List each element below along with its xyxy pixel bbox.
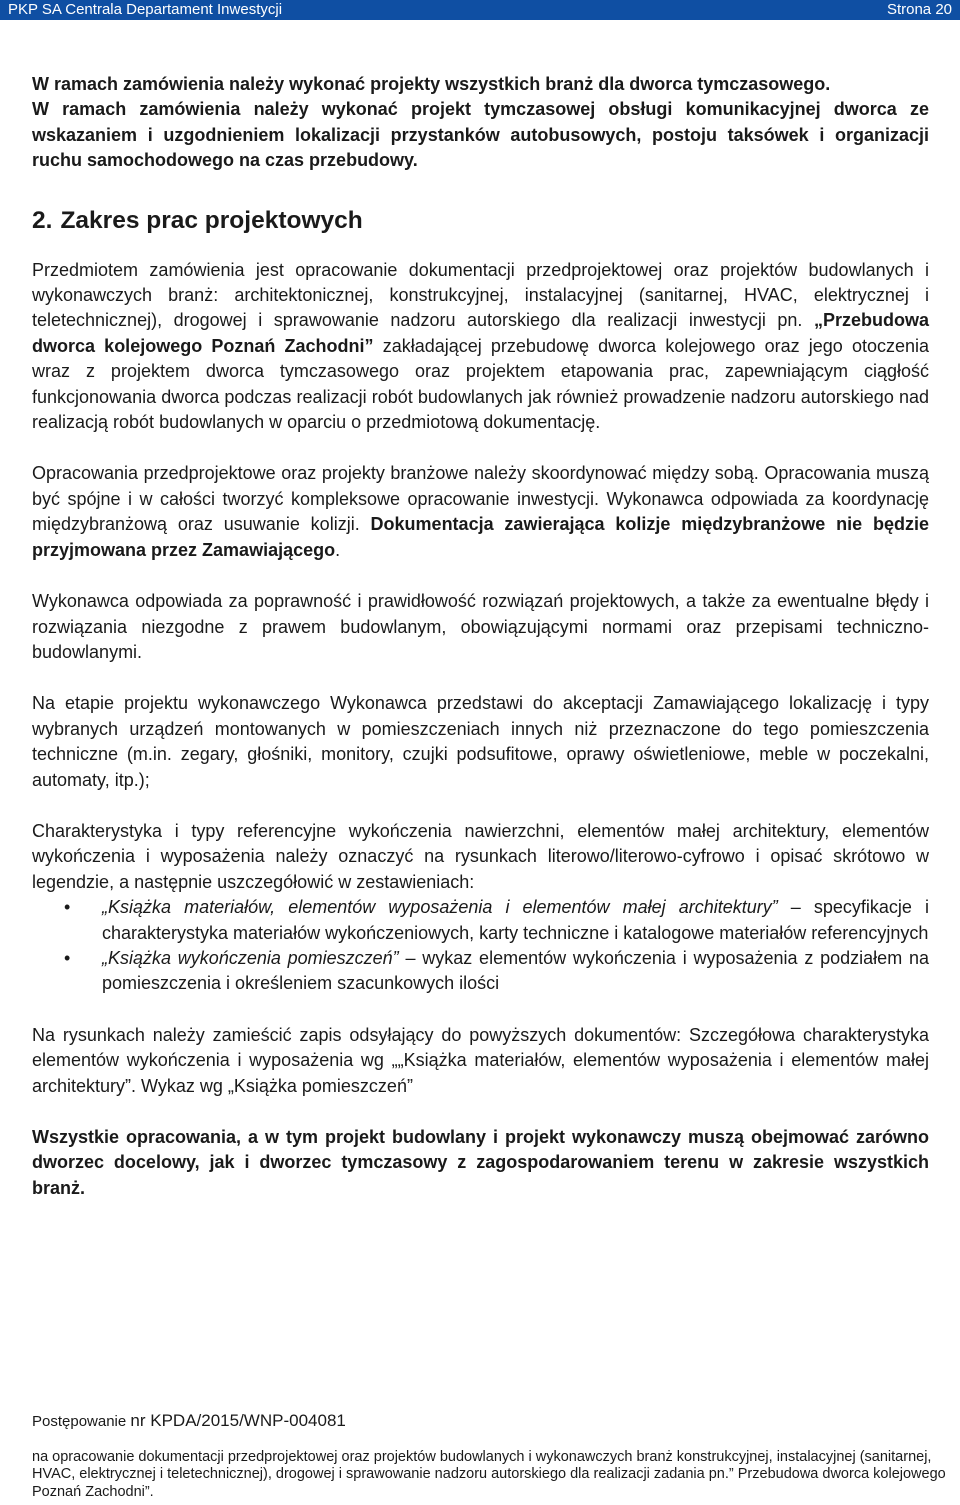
procedure-line [32,1412,952,1431]
paragraph-scope-text: Przedmiotem zamówienia jest opracowanie dokumentacji przedprojektowej oraz projektów budowlanych i wykonawczych branż: architektonicznej, konstrukcyjnej, instalacyjnej (sanitarnej, HVAC, elektrycznej i teletechnicznej), drogowej i sprawowanie nadzoru autorskiego dla realizacji inwestycji pn. [32,259,929,331]
bullet-list [32,895,929,997]
project-name: „Przebudowa dworca kolejowego Poznań Zachodni” [32,310,929,356]
footer-description: na opracowanie dokumentacji przedprojektowej oraz projektów budowlanych i wykonawczych branż konstrukcyjnej, instalacyjnej (sanitarnej, HVAC, elektrycznej i teletechnicznej), drogowej i sprawowanie nadzoru autorskiego dla realizacji zadania pn.” Przebudowa dworca kolejowego Poznań Zachodni”. [32,1448,946,1500]
header-organization: PKP SA Centrala Departament Inwestycji [8,1,283,18]
intro-block [32,72,929,174]
paragraph-scope-text-2: zakładającej przebudowę dworca kolejowego oraz jego otoczenia wraz z projektem dworca tymczasowego oraz projektem etapowania prac, zapewniającym ciągłość funkcjonowania dworca podczas realizacji robót budowlanych jak również prowadzenie nadzoru autorskiego nad realizacją robót budowlanych w oparciu o przedmiotową dokumentację. [32,335,929,433]
header-page-number: Strona 20 [886,1,952,18]
paragraph-summary: Wszystkie opracowania, a w tym projekt budowlany i projekt wykonawczy muszą obejmować zarówno dworzec docelowy, jak i dworzec tymczasowy z zagospodarowaniem terenu w zakresie wszystkich branż. [32,1127,929,1198]
paragraph-coordination-text: Opracowania przedprojektowe oraz projekty branżowe należy skoordynować między sobą. Opracowania muszą być spójne i w całości tworzyć kompleksowe opracowanie inwestycji. Wykonawca odpowiada za koordynację międzybranżową oraz usuwanie kolizji. [32,463,929,535]
paragraph-finishing: Charakterystyka i typy referencyjne wykończenia nawierzchni, elementów małej architektury, elementów wykończenia i wyposażenia należy oznaczyć na rysunkach literowo/literowo-cyfrowo i opisać skrótowo w legendzie, a następnie uszczegółowić w zestawieniach: [32,820,929,892]
paragraph-references: Na rysunkach należy zamieścić zapis odsyłający do powyższych dokumentów: Szczegółowa charakterystyka elementów wykończenia i wyposażenia wg „„Książka materiałów, elementów wyposażenia i elementów małej architektury”. Wykaz wg „Książka pomieszczeń” [32,1024,929,1096]
list-item [32,946,929,997]
paragraph-responsibility: Wykonawca odpowiada za poprawność i prawidłowość rozwiązań projektowych, a także za ewentualne błędy i rozwiązania niezgodne z prawem budowlanym, obowiązującymi normami oraz przepisami techniczno-budowlanymi. [32,591,929,662]
intro-paragraph-2: W ramach zamówienia należy wykonać projekt tymczasowej obsługi komunikacyjnej dworca ze wskazaniem i uzgodnieniem lokalizacji przystanków autobusowych, postoju taksówek i organizacji ruchu samochodowego na czas przebudowy. [32,99,929,171]
list-item-title: „Książka materiałów, elementów wyposażenia i elementów małej architektury” [102,897,778,918]
document-body [32,72,929,1201]
section-title: Zakres prac projektowych [60,206,363,234]
list-item [32,895,929,946]
paragraph-coordination-end: . [335,539,341,560]
section-number: 2. [32,206,53,234]
paragraph-scope [32,258,929,436]
list-item-title: „Książka wykończenia pomieszczeń” [102,947,399,968]
page-header [0,0,960,20]
intro-paragraph-1: W ramach zamówienia należy wykonać projekty wszystkich branż dla dworca tymczasowego. [32,74,831,94]
paragraph-devices: Na etapie projektu wykonawczego Wykonawca przedstawi do akceptacji Zamawiającego lokalizację i typy wybranych urządzeń montowanych w pomieszczeniach innych niż przeznaczone do tego pomieszczenia techniczne (m.in. zegary, głośniki, monitory, czujki podsufitowe, oprawy oświetleniowe, meble w poczekalni, automaty, itp.); [32,693,929,790]
procedure-number: nr KPDA/2015/WNP-004081 [130,1411,346,1430]
paragraph-coordination [32,461,929,563]
list-item-text: – specyfikacje i charakterystyka materiałów wykończeniowych, karty techniczne i katalogowe materiałów referencyjnych [102,897,929,943]
list-item-text: – wykaz elementów wykończenia i wyposażenia z podziałem na pomieszczenia i określeniem szacunkowych ilości [102,947,929,994]
section-heading [32,206,929,236]
page-footer [32,1412,952,1501]
procedure-label: Postępowanie [32,1413,127,1430]
coordination-warning: Dokumentacja zawierająca kolizje międzybranżowe nie będzie przyjmowana przez Zamawiającego [32,514,929,560]
